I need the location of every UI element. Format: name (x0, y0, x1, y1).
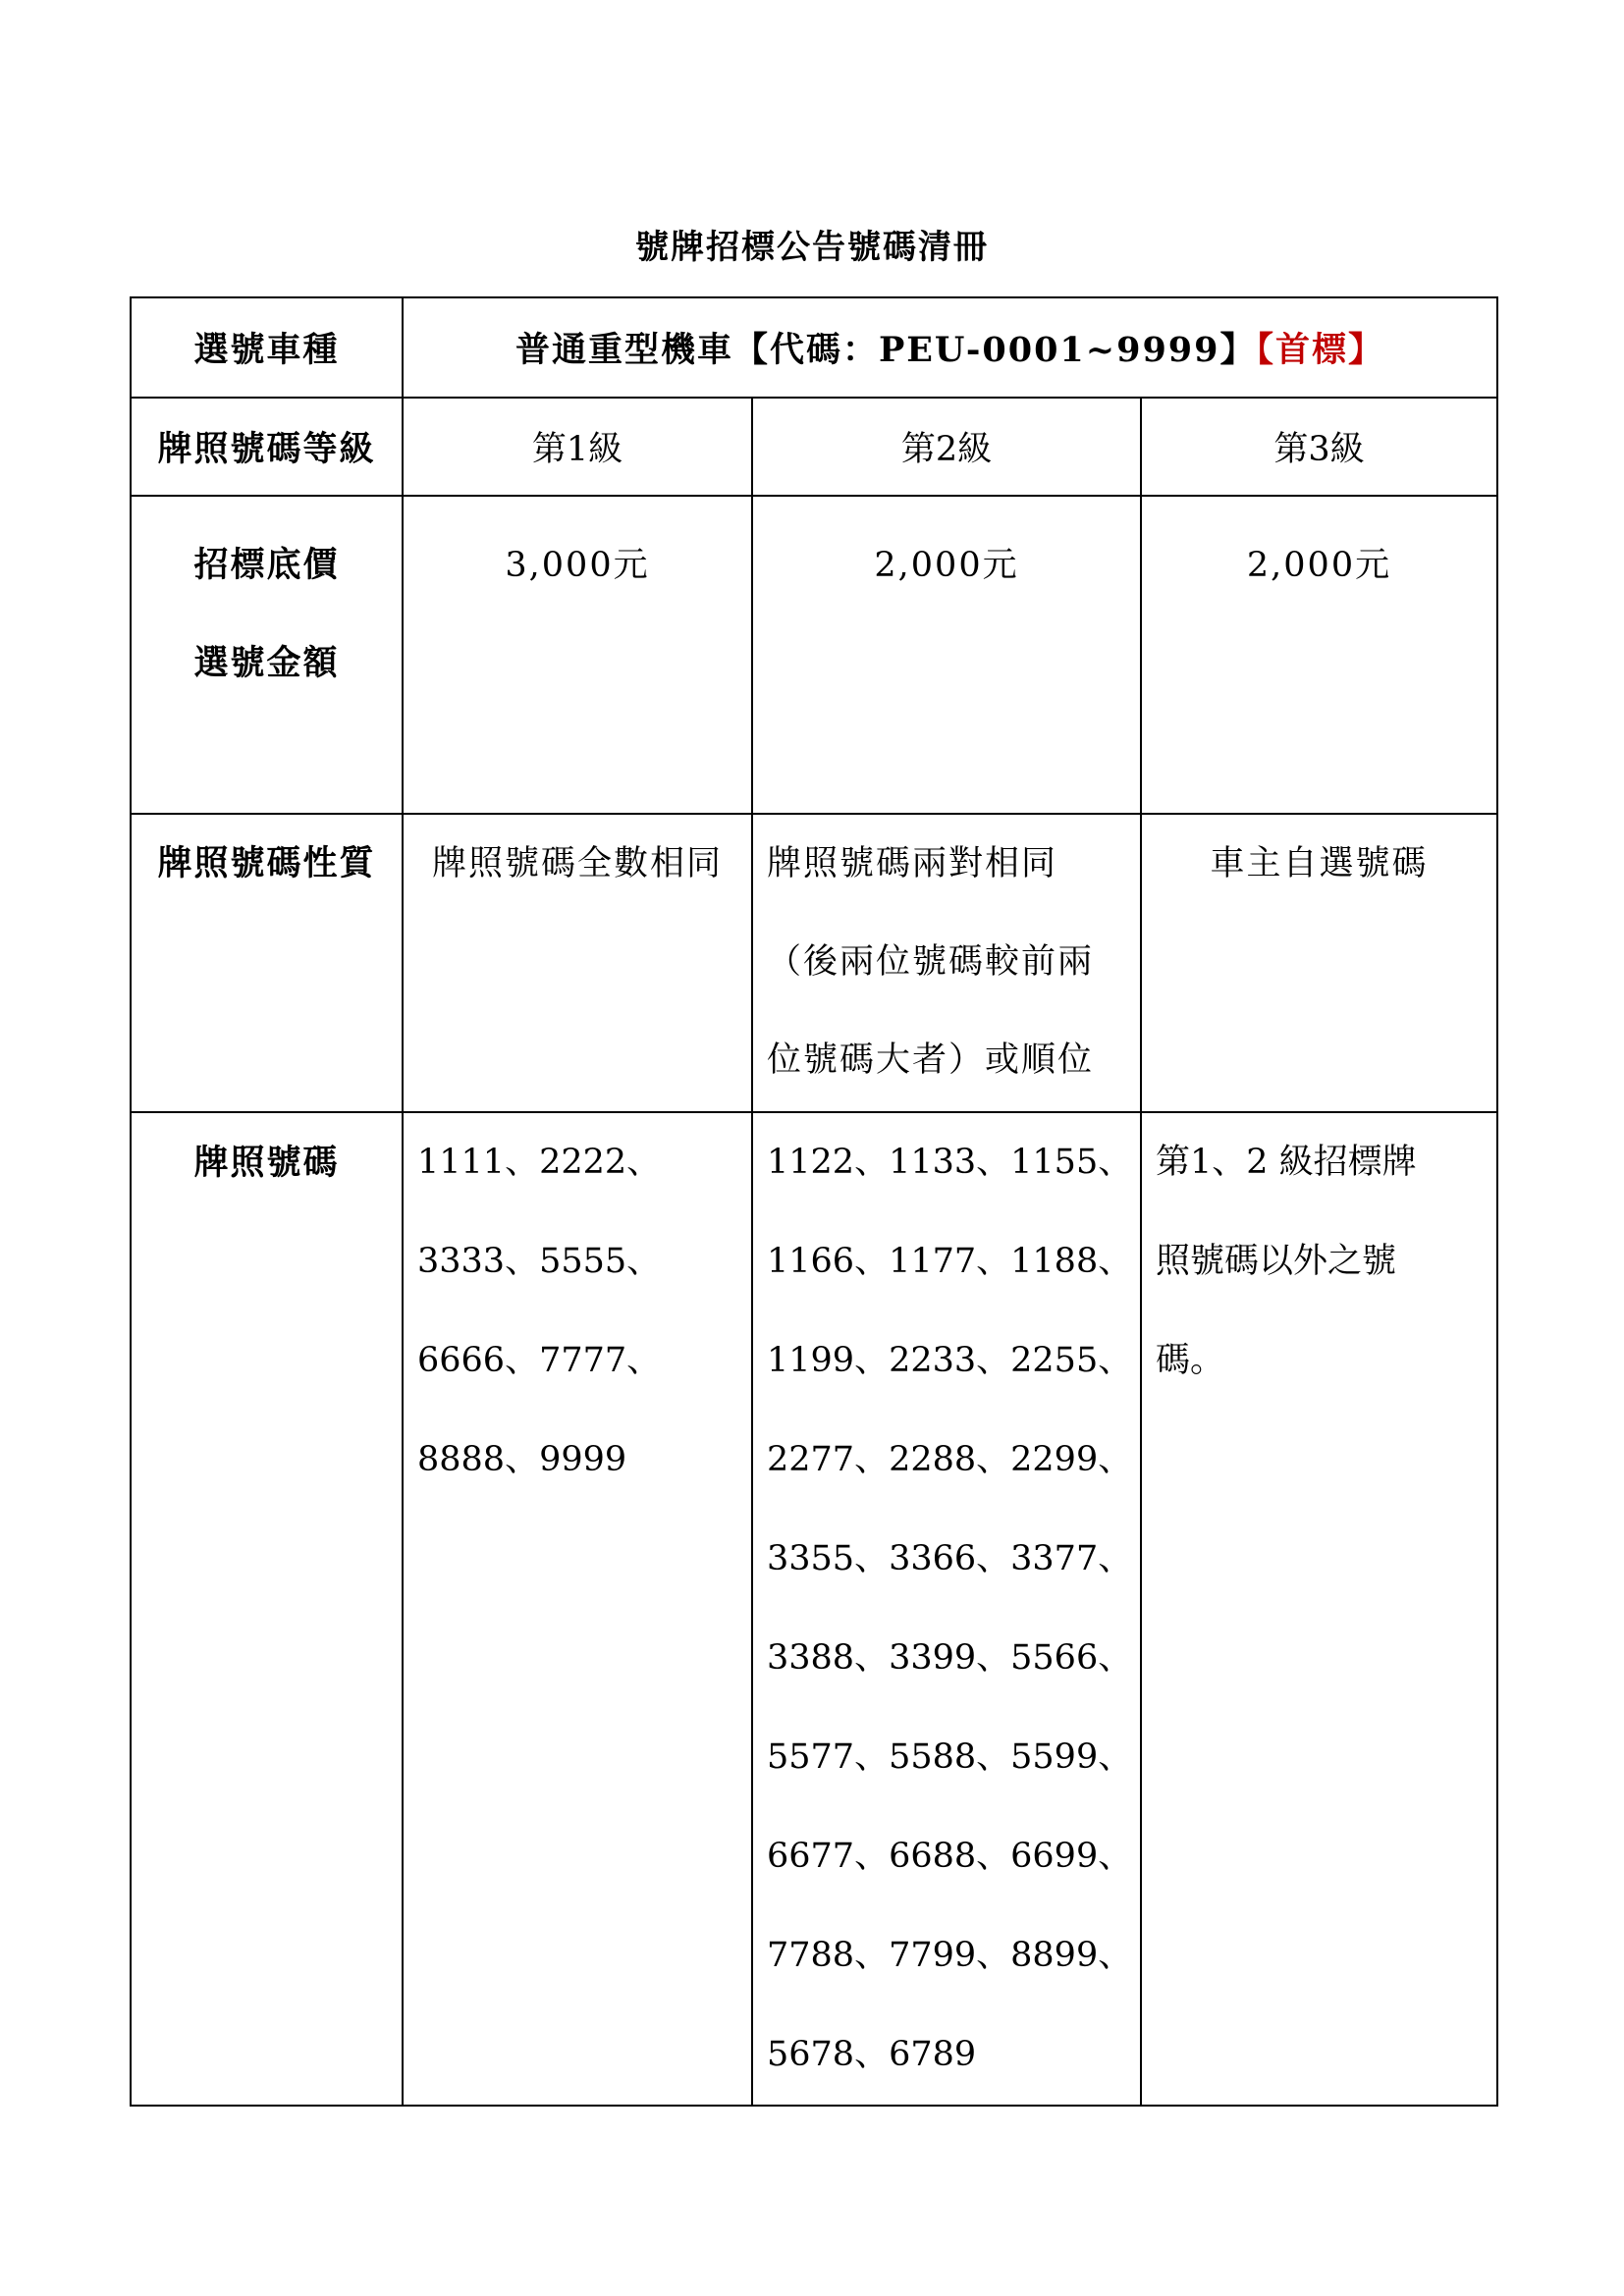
number-line: 6677、6688、6699、 (767, 1837, 1133, 1876)
numbers-level-1 (403, 1112, 752, 2106)
price-row (131, 496, 1497, 814)
number-line: 1166、1177、1188、 (767, 1242, 1133, 1281)
number-line: 第1、2 級招標牌 (1156, 1143, 1417, 1182)
number-line: 3388、3399、5566、 (767, 1638, 1133, 1678)
numbers-level-3 (1141, 1112, 1497, 2106)
price-label-line: 選號金額 (193, 643, 340, 683)
number-line: 3355、3366、3377、 (767, 1539, 1133, 1578)
vehicle-type-value (403, 297, 1497, 398)
nature-line: 牌照號碼兩對相同 (767, 844, 1058, 883)
numbers-row (131, 1112, 1497, 2106)
number-line: 8888、9999 (417, 1440, 627, 1479)
number-line: 2277、2288、2299、 (767, 1440, 1133, 1479)
vehicle-type-label: 選號車種 (131, 297, 403, 398)
nature-level-3 (1141, 814, 1497, 1112)
number-line: 碼。 (1156, 1341, 1225, 1380)
plate-number-table (130, 296, 1498, 2107)
document-title: 號牌招標公告號碼清冊 (635, 228, 989, 267)
vehicle-type-row (131, 297, 1497, 398)
level-label: 牌照號碼等級 (131, 398, 403, 496)
vehicle-type-main: 普通重型機車【代碼：PEU-0001~9999】 (514, 330, 1257, 370)
nature-line: 牌照號碼全數相同 (431, 844, 723, 883)
level-1: 第1級 (403, 398, 752, 496)
nature-line: 位號碼大者）或順位 (767, 1041, 1095, 1080)
nature-row (131, 814, 1497, 1112)
nature-line: 車主自選號碼 (1210, 844, 1429, 883)
price-label (131, 496, 403, 814)
nature-level-1 (403, 814, 752, 1112)
nature-label: 牌照號碼性質 (131, 814, 403, 1112)
number-line: 3333、5555、 (417, 1242, 662, 1281)
nature-line: （後兩位號碼較前兩 (767, 942, 1095, 982)
number-line: 1199、2233、2255、 (767, 1341, 1133, 1380)
price-level-1: 3,000元 (403, 496, 752, 814)
price-level-3: 2,000元 (1141, 496, 1497, 814)
numbers-label: 牌照號碼 (131, 1112, 403, 2106)
level-2: 第2級 (752, 398, 1141, 496)
number-line: 6666、7777、 (417, 1341, 662, 1380)
price-level-2: 2,000元 (752, 496, 1141, 814)
level-3: 第3級 (1141, 398, 1497, 496)
numbers-level-2 (752, 1112, 1141, 2106)
number-line: 5678、6789 (767, 2035, 977, 2074)
level-row (131, 398, 1497, 496)
number-line: 1122、1133、1155、 (767, 1143, 1133, 1182)
number-line: 1111、2222、 (417, 1143, 662, 1182)
price-label-line: 招標底價 (193, 545, 340, 585)
number-line: 7788、7799、8899、 (767, 1936, 1133, 1975)
number-line: 照號碼以外之號 (1156, 1242, 1397, 1281)
number-line: 5577、5588、5599、 (767, 1737, 1133, 1777)
first-bid-tag: 【首標】 (1256, 330, 1385, 370)
nature-level-2 (752, 814, 1141, 1112)
